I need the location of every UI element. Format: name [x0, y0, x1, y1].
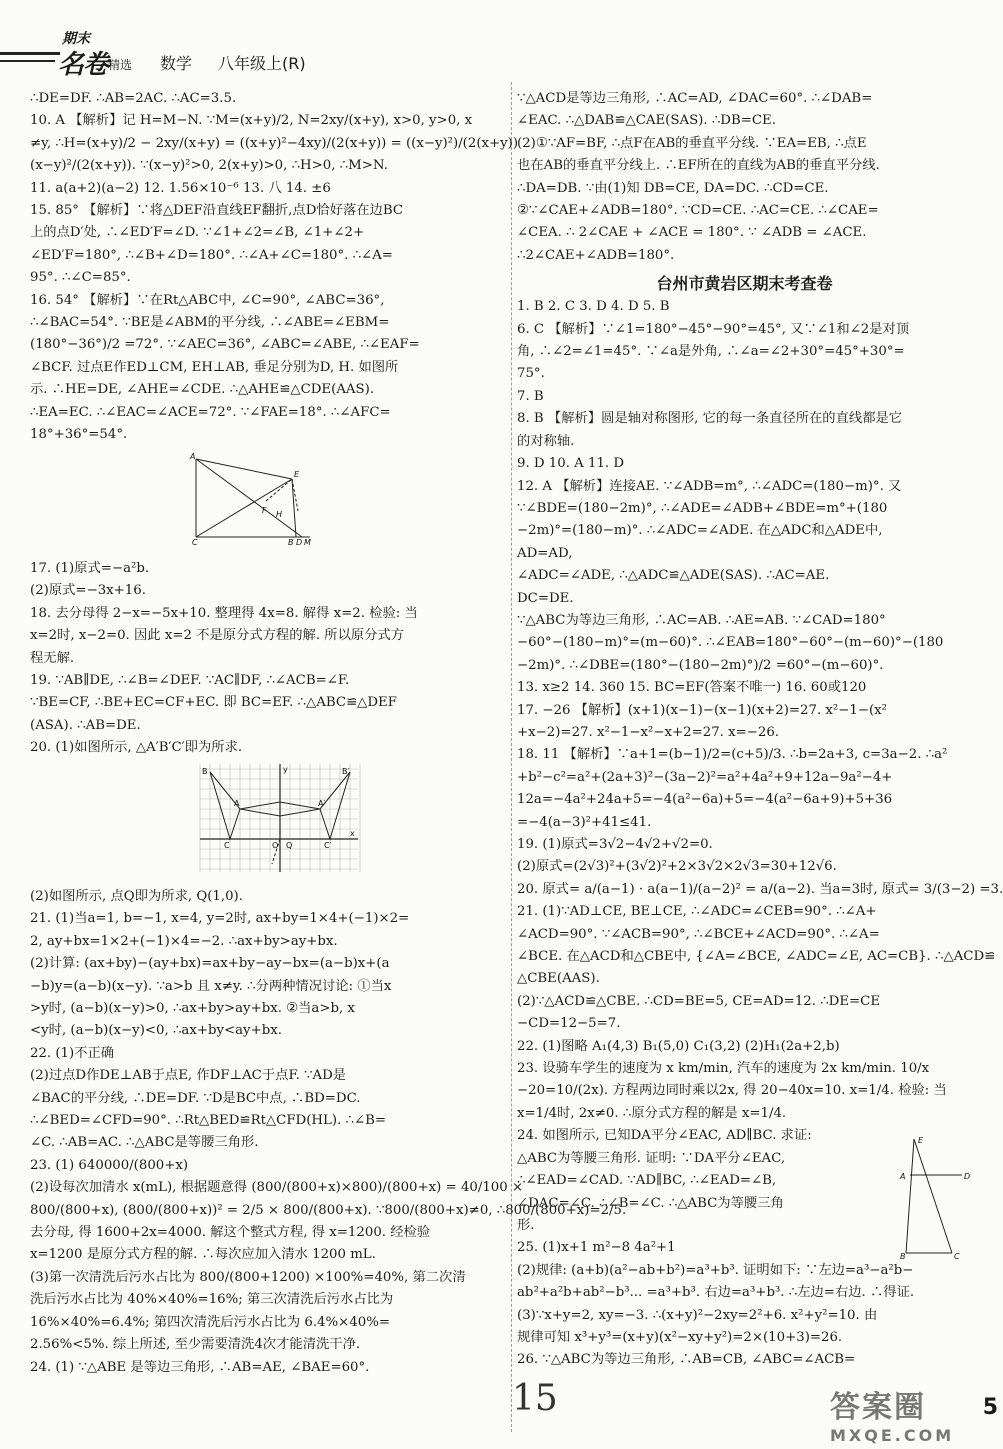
- answer-line: 11. a(a+2)(a−2) 12. 1.56×10⁻⁶ 13. 八 14. ±6: [30, 180, 331, 196]
- answer-line: ∴∠BED=∠CFD=90°. ∴Rt△BED≌Rt△CFD(HL). ∴∠B=: [30, 1113, 386, 1129]
- answer-line: ∠CEA. ∴ 2∠CAE + ∠ACE = 180°. ∵ ∠ADB = ∠ACE.: [517, 225, 867, 241]
- answer-line: −60°−(180−m)°=(m−60)°. ∴∠EAB=180°−60°−(m−60)°−(180: [517, 635, 944, 651]
- answer-line: (2)计算: (ax+by)−(ay+bx)=ax+by−ay−bx=(a−b)x+(a: [30, 956, 390, 972]
- grid-figure-20: [200, 764, 360, 874]
- answer-line: x=1200 是原分式方程的解. ∴每次应加入清水 1200 mL.: [30, 1247, 376, 1263]
- grade-label: 八年级上(R): [218, 54, 306, 73]
- answer-line: 形.: [517, 1217, 535, 1233]
- answer-line: (2)原式=(2√3)²+(3√2)²+2×3√2×2√3=30+12√6.: [517, 859, 837, 875]
- left-text-block-2: [30, 558, 510, 760]
- right-text-block-1: [517, 88, 972, 267]
- answer-line: ≠y, ∴H=(x+y)/2 − 2xy/(x+y) = ((x+y)²−4xy)/(2(x+y)) = ((x−y)²)/(2(x+y)): [30, 135, 519, 151]
- watermark: [830, 1382, 980, 1445]
- fig16-label-C: C: [192, 537, 198, 547]
- answer-line: =−4(a−3)²+41≤41.: [517, 814, 652, 830]
- answer-line: 15. 85° 【解析】∵将△DEF沿直线EF翻折,点D恰好落在边BC: [30, 203, 404, 219]
- answer-line: ∵∠BDE=(180−2m)°, ∴∠ADE=∠ADB+∠BDE=m°+(180: [517, 500, 888, 516]
- answer-line: 18. 11 【解析】∵a+1=(b−1)/2=(c+5)/3. ∴b=2a+3, c=3a−2. ∴a²: [517, 747, 948, 763]
- answer-line: ∵△ACD是等边三角形, ∴AC=AD, ∠DAC=60°. ∴∠DAB=: [517, 91, 873, 106]
- answer-line: (2)过点D作DE⊥AB于点E, 作DF⊥AC于点F. ∵AD是: [30, 1068, 347, 1084]
- fig20-label-B: B: [202, 766, 208, 776]
- answer-line: +b²−c²=a²+(2a+3)²−(3a−2)²=a²+4a²+9+12a−9a²−4+: [517, 769, 893, 785]
- fig20-label-Q: Q: [286, 840, 293, 850]
- answer-line: 26. ∵△ABC为等边三角形, ∴AB=CB, ∠ABC=∠ACB=: [517, 1352, 856, 1368]
- answer-line: ∵BE=CF, ∴BE+EC=CF+EC. 即 BC=EF. ∴△ABC≌△DEF: [30, 695, 397, 711]
- fig24-label-A: A: [900, 1172, 906, 1181]
- answer-line: ∠EAC. ∴△DAB≌△CAE(SAS). ∴DB=CE.: [517, 113, 776, 129]
- answer-line: (2)①∵AF=BF, ∴点F在AB的垂直平分线. ∵EA=EB, ∴点E: [517, 135, 867, 151]
- answer-line: 20. (1)如图所示, △A′B′C′即为所求.: [30, 740, 243, 756]
- answer-line: 20. 原式= a/(a−1) · a(a−1)/(a−2)² = a/(a−2). 当a=3时, 原式= 3/(3−2) =3.: [517, 881, 1003, 897]
- figure-q16: [30, 451, 510, 554]
- answer-line: 2.56%<5%. 综上所述, 至少需要清洗4次才能清洗干净.: [30, 1337, 361, 1353]
- answer-line: 规律可知 x³+y³=(x+y)(x²−xy+y²)=2×(10+3)=26.: [517, 1329, 843, 1345]
- fig24-label-C: C: [954, 1252, 960, 1261]
- answer-line: 95°. ∴∠C=85°.: [30, 270, 131, 286]
- fig16-label-F: F: [262, 505, 267, 515]
- answer-line: 16%×40%=6.4%; 第四次清洗后污水占比为 6.4%×40%=: [30, 1314, 390, 1330]
- answer-line: (3)∵x+y=2, xy=−3. ∴(x+y)²−2xy=2²+6. x²+y²=10. 由: [517, 1307, 878, 1323]
- answer-line: ∠DAC=∠C. ∴∠B=∠C. ∴△ABC为等腰三角: [517, 1195, 784, 1211]
- answer-line: −2m)°=(180−m)°. ∴∠ADC=∠ADE. 在△ADC和△ADE中,: [517, 523, 883, 539]
- left-text-block-1: [30, 88, 519, 447]
- figure-q20: [30, 764, 510, 882]
- fig16-label-E: E: [294, 469, 300, 479]
- answer-line: <y时, (a−b)(x−y)<0, ∴ax+by<ay+bx.: [30, 1023, 282, 1039]
- answer-line: +x−2)=27. x²−1−x²−x+2=27. x=−26.: [517, 724, 780, 740]
- fig20-label-A: A: [234, 798, 240, 808]
- fig20-label-O: O: [272, 840, 279, 850]
- answer-line: ∴∠BAC=54°. ∵BE是∠ABM的平分线, ∴∠ABE=∠EBM=: [30, 315, 390, 331]
- answer-line: △ABC为等腰三角形. 证明: ∵DA平分∠EAC,: [517, 1150, 786, 1166]
- answer-line: ∴DA=DB. ∵由(1)知 DB=CE, DA=DC. ∴CD=CE.: [517, 180, 829, 196]
- answer-line: ②∵∠CAE+∠ADB=180°. ∵CD=CE. ∴AC=CE. ∴∠CAE=: [517, 203, 879, 219]
- logo-main-text: 名卷: [58, 50, 109, 80]
- answer-line: 800/(800+x), (800/(800+x))² = 2/5 × 800/(800+x). ∵800/(800+x)≠0, ∴800/(800+x)=2/5.: [30, 1202, 627, 1218]
- answer-line: ∠C. ∴AB=AC. ∴△ABC是等腰三角形.: [30, 1135, 259, 1151]
- answer-line: ∠ADC=∠ADE, ∴△ADC≌△ADE(SAS). ∴AC=AE.: [517, 568, 830, 584]
- answer-line: 也在AB的垂直平分线上. ∴EF所在的直线为AB的垂直平分线.: [517, 158, 880, 174]
- fig20-label-y: y: [283, 764, 288, 774]
- fig16-label-D: D: [296, 537, 303, 547]
- answer-line: 22. (1)不正确: [30, 1045, 115, 1061]
- answer-line: (2)∵△ACD≌△CBE. ∴CD=BE=5, CE=AD=12. ∴DE=CE: [517, 993, 881, 1009]
- answer-line: (2)原式=−3x+16.: [30, 583, 146, 599]
- answer-line: 21. (1)当a=1, b=−1, x=4, y=2时, ax+by=1×4+(−1)×2=: [30, 911, 410, 927]
- answer-line: 18°+36°=54°.: [30, 427, 128, 443]
- answer-line: 的对称轴.: [517, 433, 575, 449]
- answer-line: ∠BAC的平分线, ∴DE=DF. ∵D是BC中点, ∴BD=DC.: [30, 1090, 361, 1106]
- answer-line: ∠BCE. 在△ACD和△CBE中, {∠A=∠BCE, ∠ADC=∠E, AC=CB}. ∴△ACD≌: [517, 949, 996, 965]
- answer-line: >y时, (a−b)(x−y)>0, ∴ax+by>ay+bx. ②当a>b, x: [30, 1001, 355, 1016]
- answer-line: 17. −26 【解析】(x+1)(x−1)−(x−1)(x+2)=27. x²−1−(x²: [517, 702, 887, 718]
- subject-label: 数学: [160, 54, 193, 73]
- answer-line: 17. (1)原式=−a²b.: [30, 560, 150, 576]
- answer-line: (3)第一次清洗后污水占比为 800/(800+1200) ×100%=40%, 第二次清: [30, 1269, 466, 1285]
- answer-line: 24. 如图所示, 已知DA平分∠EAC, AD∥BC. 求证:: [517, 1128, 812, 1144]
- answer-line: 9. D 10. A 11. D: [517, 456, 625, 472]
- answer-line: 6. C 【解析】∵∠1=180°−45°−90°=45°, 又∵∠1和∠2是对顶: [517, 321, 910, 337]
- answer-line: 18. 去分母得 2−x=−5x+10. 整理得 4x=8. 解得 x=2. 检验: 当: [30, 605, 418, 621]
- page-number: 5: [982, 1395, 998, 1420]
- answer-line: 10. A 【解析】记 H=M−N. ∵M=(x+y)/2, N=2xy/(x+y), x>0, y>0, x: [30, 113, 473, 129]
- answer-line: 19. ∵AB∥DE, ∴∠B=∠DEF. ∵AC∥DF, ∴∠ACB=∠F.: [30, 672, 350, 688]
- answer-line: 24. (1) ∵△ABE 是等边三角形, ∴AB=AE, ∠BAE=60°.: [30, 1359, 370, 1375]
- answer-line: 示. ∴HE=DE, ∠AHE=∠CDE. ∴△AHE≌△CDE(AAS).: [30, 382, 375, 398]
- answer-line: −b)y=(a−b)(x−y). ∵a>b 且 x≠y. ∴分两种情况讨论: ①当x: [30, 978, 392, 994]
- logo-top-text: 期末: [62, 31, 90, 47]
- answer-line: ∠ACD=90°. ∵∠ACB=90°, ∴∠BCE+∠ACD=90°. ∴∠A=: [517, 926, 880, 942]
- page-header: [0, 0, 1000, 80]
- answer-line: 75°.: [517, 366, 545, 382]
- fig20-label-C: C: [224, 840, 230, 850]
- answer-line: 25. (1)x+1 m²−8 4a²+1: [517, 1240, 676, 1256]
- fig16-label-A: A: [190, 451, 196, 461]
- header-rule-2: [0, 60, 55, 62]
- fig20-label-B-prime: B′: [342, 766, 350, 776]
- answer-line: (ASA). ∴AB=DE.: [30, 717, 141, 733]
- answer-line: 上的点D′处, ∴∠ED′F=∠D. ∵∠1+∠2=∠B, ∠1+∠2+: [30, 225, 365, 241]
- fig16-label-B: B: [288, 537, 294, 547]
- answer-line: ∵△ABC为等边三角形, ∴AC=AB. ∴AE=AB. ∵∠CAD=180°: [517, 612, 886, 628]
- fig24-label-B: B: [900, 1252, 906, 1261]
- fig24-label-E: E: [918, 1136, 924, 1145]
- answer-line: ∴2∠CAE+∠ADB=180°.: [517, 247, 675, 263]
- answer-line: 12a=−4a²+24a+5=−4(a²−6a)+5=−4(a²−6a+9)+5+36: [517, 792, 893, 808]
- answer-line: 21. (1)∵AD⊥CE, BE⊥CE, ∴∠ADC=∠CEB=90°. ∴∠A+: [517, 904, 877, 920]
- answer-line: 7. B: [517, 388, 544, 404]
- answer-line: (180°−36°)/2 =72°. ∵∠AEC=36°, ∠ABC=∠ABE, ∴∠EAF=: [30, 337, 420, 353]
- fig16-label-M: M: [304, 537, 311, 547]
- answer-line: 23. (1) 640000/(800+x): [30, 1157, 189, 1173]
- answer-line: △CBE(AAS).: [517, 971, 600, 987]
- answer-line: −2m)°. ∴∠DBE=(180°−(180−2m)°)/2 =60°−(m−60)°.: [517, 657, 884, 673]
- series-logo: [58, 28, 153, 80]
- answer-line: 1. B 2. C 3. D 4. D 5. B: [517, 299, 670, 315]
- answer-line: (x−y)²/(2(x+y)). ∵(x−y)²>0, 2(x+y)>0, ∴H>0, ∴M>N.: [30, 158, 388, 174]
- answer-line: AD=AD,: [517, 545, 573, 561]
- handwritten-page-mark: 15: [512, 1378, 558, 1419]
- answer-line: 角, ∴∠2=∠1=45°. ∵∠a是外角, ∴∠a=∠2+30°=45°+30°=: [517, 344, 905, 360]
- header-rule: [0, 52, 60, 55]
- answer-line: ∴DE=DF. ∴AB=2AC. ∴AC=3.5.: [30, 91, 237, 106]
- answer-line: ∴EA=EC. ∴∠EAC=∠ACE=72°. ∵∠FAE=18°. ∴∠AFC=: [30, 404, 391, 420]
- fig16-label-H: H: [276, 509, 283, 519]
- answer-line: 8. B 【解析】圆是轴对称图形, 它的每一条直径所在的直线都是它: [517, 411, 903, 427]
- answer-line: (2)如图所示, 点Q即为所求, Q(1,0).: [30, 888, 243, 904]
- answer-line: ab²+a²b+ab²−b³... =a³+b³. 右边=a³+b³. ∴左边=右边. ∴得证.: [517, 1285, 915, 1301]
- answer-line: −CD=12−5=7.: [517, 1016, 621, 1032]
- watermark-bottom: MXQE.COM: [830, 1426, 955, 1445]
- fig20-label-A-prime: A′: [318, 798, 326, 808]
- answer-line: ∠ED′F=180°, ∴∠B+∠D=180°. ∴∠A+∠C=180°. ∴∠A=: [30, 247, 393, 263]
- geometry-figure-16: [190, 451, 330, 546]
- fig20-label-C-prime: C′: [324, 840, 332, 850]
- logo-sub-text: 精选: [108, 58, 133, 72]
- answer-line: −20=10/(2x). 方程两边同时乘以2x, 得 20−40x=10. x=1/4. 检验: 当: [517, 1083, 947, 1099]
- fig24-label-D: D: [964, 1172, 971, 1181]
- answer-line: (2)规律: (a+b)(a²−ab+b²)=a³+b³. 证明如下: ∵左边=a³−a²b−: [517, 1262, 914, 1278]
- answer-line: DC=DE.: [517, 590, 574, 606]
- answer-line: 22. (1)图略 A₁(4,3) B₁(5,0) C₁(3,2) (2)H₁(2a+2,b): [517, 1038, 840, 1054]
- geometry-figure-24: [900, 1135, 975, 1260]
- column-divider: [511, 82, 512, 1432]
- section-title: 台州市黄岩区期末考查卷: [656, 274, 833, 294]
- fig20-label-x: x: [350, 828, 355, 838]
- answer-line: 12. A 【解析】连接AE. ∵∠ADB=m°, ∴∠ADC=(180−m)°. 又: [517, 478, 902, 494]
- answer-line: 程无解.: [30, 650, 75, 666]
- answer-line: 23. 设骑车学生的速度为 x km/min, 汽车的速度为 2x km/min. 10/x: [517, 1061, 930, 1077]
- answer-line: 19. (1)原式=3√2−4√2+√2=0.: [517, 837, 713, 852]
- answer-line: 去分母, 得 1600+2x=4000. 解这个整式方程, 得 x=1200. 经检验: [30, 1225, 431, 1241]
- answer-line: 16. 54° 【解析】∵在Rt△ABC中, ∠C=90°, ∠ABC=36°,: [30, 292, 385, 308]
- answer-line: x=2时, x−2=0. 因此 x=2 不是原分式方程的解. 所以原分式方: [30, 628, 405, 644]
- watermark-top: 答案圈: [830, 1390, 926, 1425]
- answer-line: 2, ay+bx=1×2+(−1)×4=−2. ∴ax+by>ay+bx.: [30, 933, 338, 949]
- answer-line: ∴∠EAD=∠CAD. ∵AD∥BC, ∴∠EAD=∠B,: [517, 1173, 777, 1189]
- answer-line: ∠BCF. 过点E作ED⊥CM, EH⊥AB, 垂足分别为D, H. 如图所: [30, 359, 399, 375]
- answer-line: 13. x≥2 14. 360 15. BC=EF(答案不唯一) 16. 60或120: [517, 680, 867, 696]
- answer-line: x=1/4时, 2x≠0. ∴原分式方程的解是 x=1/4.: [517, 1105, 787, 1121]
- answer-line: 洗后污水占比为 40%×40%=16%; 第三次清洗后污水占比为: [30, 1292, 394, 1308]
- answer-line: (2)设每次加清水 x(mL), 根据题意得 (800/(800+x)×800)/(800+x) = 40/100 ×: [30, 1180, 524, 1196]
